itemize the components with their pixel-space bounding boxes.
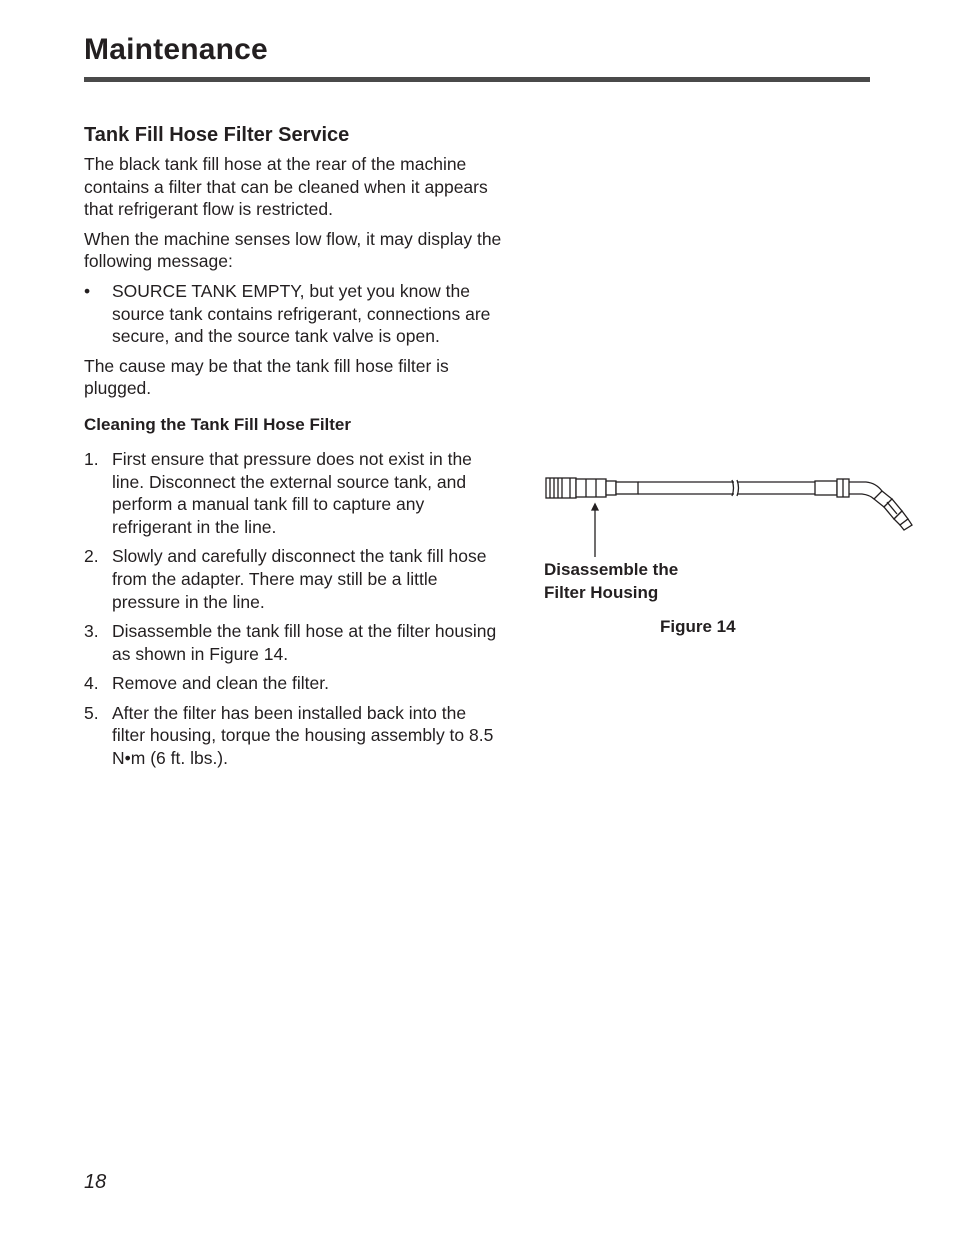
list-item [84, 620, 504, 665]
hose-illustration [540, 465, 920, 565]
bullet-marker: • [84, 280, 91, 301]
step-text: Remove and clean the filter. [112, 673, 329, 694]
list-item [84, 702, 504, 770]
list-item [84, 448, 504, 538]
page-number: 18 [84, 1171, 107, 1193]
step-number: 4. [84, 673, 99, 694]
callout-line-1: Disassemble the [544, 560, 679, 579]
callout-line-2: Filter Housing [544, 582, 659, 602]
step-number: 1. [84, 448, 99, 469]
section-heading: Tank Fill Hose Filter Service [84, 124, 350, 146]
bullet-text: SOURCE TANK EMPTY, but yet you know the source tank contains refrigerant, connections are secure, and the source tank valve is open. [112, 280, 491, 347]
step-text: First ensure that pressure does not exist in the line. Disconnect the external source tank, and perform a manual tank fill to capture any refrigerant in the line. [112, 448, 472, 537]
list-item [84, 545, 504, 613]
title-rule [84, 77, 870, 82]
low-flow-paragraph: When the machine senses low flow, it may display the following message: [84, 228, 502, 272]
list-item [84, 672, 504, 695]
cause-paragraph: The cause may be that the tank fill hose filter is plugged. [84, 355, 449, 399]
figure-caption: Figure 14 [660, 617, 736, 636]
step-text: After the filter has been installed back into the filter housing, torque the housing assembly to 8.5 N•m (6 ft. lbs.). [112, 702, 494, 769]
steps-list [84, 448, 504, 770]
callout-label [544, 559, 678, 604]
intro-paragraph: The black tank fill hose at the rear of the machine contains a filter that can be cleaned when it appears that refrigerant flow is restricted. [84, 154, 488, 220]
subheading: Cleaning the Tank Fill Hose Filter [84, 414, 352, 434]
hose-figure [540, 465, 920, 655]
step-text: Slowly and carefully disconnect the tank fill hose from the adapter. There may still be a little pressure in the line. [112, 546, 487, 612]
page-title: Maintenance [84, 33, 268, 66]
step-text: Disassemble the tank fill hose at the filter housing as shown in Figure 14. [112, 621, 497, 664]
step-number: 2. [84, 546, 99, 567]
step-number: 3. [84, 621, 99, 642]
message-list [84, 280, 504, 348]
main-column [84, 122, 504, 777]
list-item [84, 280, 504, 348]
step-number: 5. [84, 702, 99, 723]
